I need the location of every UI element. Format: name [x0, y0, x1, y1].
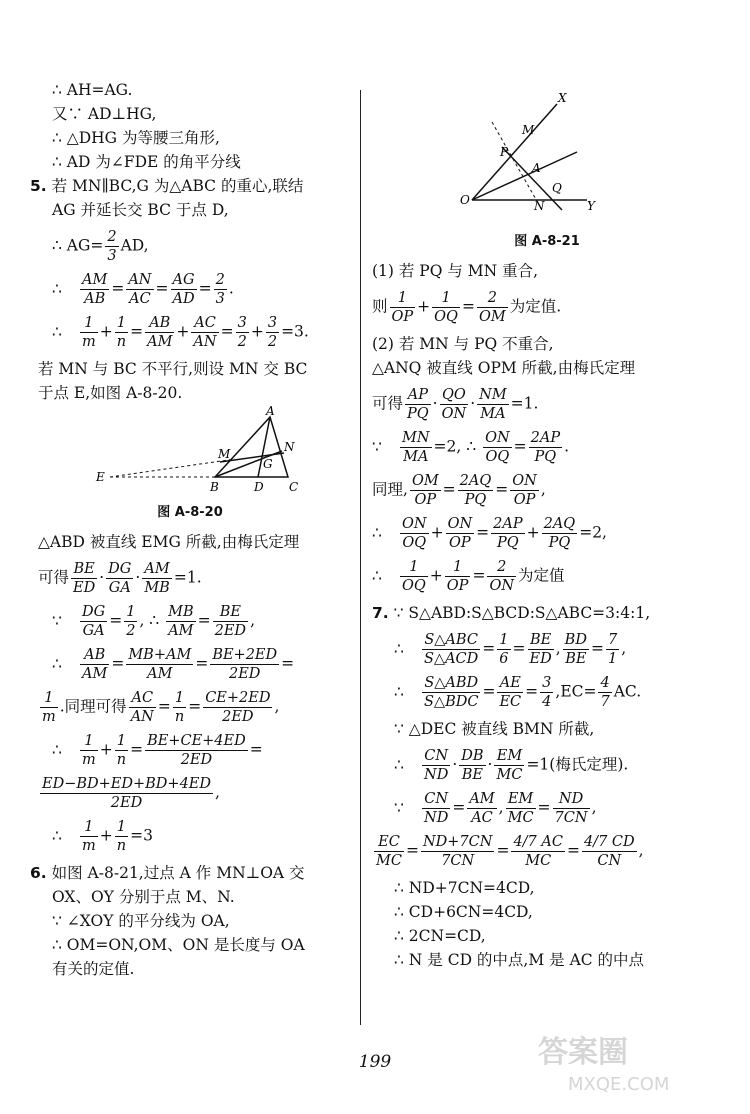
figure-caption: 图 A-8-21: [514, 234, 580, 249]
text-line: 若 MN 与 BC 不平行,则设 MN 交 BC: [38, 360, 308, 378]
equation-line: ∴ $\frac{1}{m}$ + $\frac{1}{n}$ = $\frac{BE+CE+4ED}{2ED}$ =: [52, 733, 263, 768]
right-column: [372, 92, 722, 972]
svg-text:D: D: [254, 480, 264, 493]
eq-text: AD,: [120, 236, 149, 255]
page-number: 199: [358, 1052, 392, 1072]
equation-line: $\frac{ED-BD+ED+BD+4ED}{2ED}$ ,: [42, 776, 220, 811]
text-line: 于点 E,如图 A-8-20.: [38, 384, 183, 402]
equation-line: 同理, $\frac{OM}{OP}$ = $\frac{2AQ}{PQ}$ = $\frac{ON}{OP}$ ,: [372, 473, 546, 508]
equation-line: ∴ $\frac{CN}{ND}$ · $\frac{DB}{BE}$ · $\frac{EM}{MC}$ =1(梅氏定理).: [394, 748, 629, 783]
equation-line: ∴ $\frac{AM}{AB}$ = $\frac{AN}{AC}$ = $\frac{AG}{AD}$ = $\frac{2}{3}$ .: [52, 272, 234, 307]
equation-line: [30, 228, 350, 265]
problem-number: 7.: [372, 604, 389, 622]
text-line: ∴ OM=ON,OM、ON 是长度与 OA: [52, 936, 305, 954]
equation-line: ∴ $\frac{1}{m}$ + $\frac{1}{n}$ = $\frac{AB}{AM}$ + $\frac{AC}{AN}$ = $\frac{3}{2}$ + $\frac{3}{2}$ =3.: [52, 315, 309, 350]
text-line: ∴ CD+6CN=4CD,: [394, 903, 533, 921]
problem-5-line: [30, 174, 350, 198]
figure-a-8-21: [372, 92, 722, 249]
problem-7-line: [372, 601, 722, 625]
text-line: AG 并延长交 BC 于点 D,: [52, 201, 229, 219]
triangle-diagram: [30, 405, 350, 493]
equation-line: ∴ $\frac{1}{OQ}$ + $\frac{1}{OP}$ = $\frac{2}{ON}$ 为定值: [372, 559, 565, 594]
svg-text:N: N: [534, 199, 545, 213]
text-line: ∴ ND+7CN=4CD,: [394, 879, 535, 897]
svg-text:M: M: [522, 123, 535, 137]
svg-text:A: A: [532, 161, 541, 175]
problem-6-line: [30, 861, 350, 885]
text-line: ∵ △DEC 被直线 BMN 所截,: [394, 720, 595, 738]
text-line: 又∵ AD⊥HG,: [52, 105, 157, 123]
fraction: $\frac{2}{3}$: [107, 229, 117, 264]
svg-text:O: O: [460, 193, 470, 207]
text: ∵ S△ABD:S△BCD:S△ABC=3:4:1,: [393, 604, 651, 622]
text-line: (2) 若 MN 与 PQ 不重合,: [372, 335, 554, 353]
equation-line: 可得 $\frac{BE}{ED}$ · $\frac{DG}{GA}$ · $\frac{AM}{MB}$ =1.: [38, 561, 202, 596]
svg-text:Q: Q: [552, 181, 562, 195]
equation-line: ∵ $\frac{DG}{GA}$ = $\frac{1}{2}$ , ∴ $\frac{MB}{AM}$ = $\frac{BE}{2ED}$ ,: [52, 604, 255, 639]
eq-text: ∴ AG=: [52, 236, 104, 255]
figure-a-8-20: [30, 405, 350, 520]
svg-text:C: C: [289, 480, 299, 493]
equation-line: ∴ $\frac{1}{m}$ + $\frac{1}{n}$ =3: [52, 819, 153, 854]
text-line: (1) 若 PQ 与 MN 重合,: [372, 262, 539, 280]
equation-line: 则 $\frac{1}{OP}$ + $\frac{1}{OQ}$ = $\frac{2}{OM}$ 为定值.: [372, 290, 562, 325]
svg-text:答案圈: 答案圈: [538, 1035, 628, 1070]
text-line: ∴ AD 为∠FDE 的角平分线: [52, 153, 241, 171]
text: 如图 A-8-21,过点 A 作 MN⊥OA 交: [51, 864, 305, 882]
text-line: ∵ ∠XOY 的平分线为 OA,: [52, 912, 230, 930]
problem-number: 5.: [30, 177, 47, 195]
text-line: ∴ △DHG 为等腰三角形,: [52, 129, 220, 147]
text-line: △ABD 被直线 EMG 所截,由梅氏定理: [38, 533, 300, 551]
equation-line: 可得 $\frac{AP}{PQ}$ · $\frac{QO}{ON}$ · $\frac{NM}{MA}$ =1.: [372, 387, 539, 422]
figure-caption: 图 A-8-20: [157, 505, 223, 520]
svg-text:G: G: [263, 457, 273, 471]
svg-text:B: B: [210, 480, 219, 493]
text-line: 有关的定值.: [52, 960, 135, 978]
text-line: ∴ 2CN=CD,: [394, 927, 486, 945]
text-line: OX、OY 分别于点 M、N.: [52, 888, 235, 906]
text-line: △ANQ 被直线 OPM 所截,由梅氏定理: [372, 359, 636, 377]
equation-line: $\frac{1}{m}$ .同理可得 $\frac{AC}{AN}$ = $\frac{1}{n}$ = $\frac{CE+2ED}{2ED}$ ,: [42, 690, 280, 725]
svg-text:MXQE.COM: MXQE.COM: [568, 1074, 670, 1095]
svg-text:Y: Y: [587, 199, 595, 213]
equation-line: $\frac{EC}{MC}$ = $\frac{ND+7CN}{7CN}$ = $\frac{4/7 AC}{MC}$ = $\frac{4/7 CD}{CN}$ ,: [376, 834, 644, 869]
equation-line: ∴ $\frac{\text{S△ABC}}{\text{S△ACD}}$ = $\frac{1}{6}$ = $\frac{BE}{ED}$ , $\frac{BD}{BE}$ = $\frac{7}{1}$ ,: [394, 632, 627, 667]
svg-text:M: M: [218, 447, 231, 461]
equation-line: ∵ $\frac{CN}{ND}$ = $\frac{AM}{AC}$ , $\frac{EM}{MC}$ = $\frac{ND}{7CN}$ ,: [394, 791, 597, 826]
angle-diagram: [372, 92, 722, 222]
equation-line: ∴ $\frac{AB}{AM}$ = $\frac{MB+AM}{AM}$ = $\frac{BE+2ED}{2ED}$ =: [52, 647, 295, 682]
svg-text:X: X: [558, 92, 567, 105]
text-line: ∴ N 是 CD 的中点,M 是 AC 的中点: [394, 951, 645, 969]
equation-line: ∴ $\frac{\text{S△ABD}}{\text{S△BDC}}$ = $\frac{AE}{EC}$ = $\frac{3}{4}$ ,EC= $\frac{4}{7}$ AC.: [394, 675, 642, 710]
equation-line: ∴ $\frac{ON}{OQ}$ + $\frac{ON}{OP}$ = $\frac{2AP}{PQ}$ + $\frac{2AQ}{PQ}$ =2,: [372, 516, 607, 551]
watermark-logo: [528, 1022, 728, 1102]
text: 若 MN∥BC,G 为△ABC 的重心,联结: [51, 177, 304, 195]
svg-text:A: A: [266, 405, 275, 418]
column-divider: [360, 90, 361, 1025]
equation-line: ∵ $\frac{MN}{MA}$ =2, ∴ $\frac{ON}{OQ}$ = $\frac{2AP}{PQ}$ .: [372, 430, 570, 465]
svg-text:P: P: [500, 145, 509, 159]
svg-text:E: E: [96, 470, 105, 484]
problem-number: 6.: [30, 864, 47, 882]
left-column: [30, 78, 350, 981]
svg-text:N: N: [284, 440, 295, 454]
text-line: ∴ AH=AG.: [52, 81, 133, 99]
